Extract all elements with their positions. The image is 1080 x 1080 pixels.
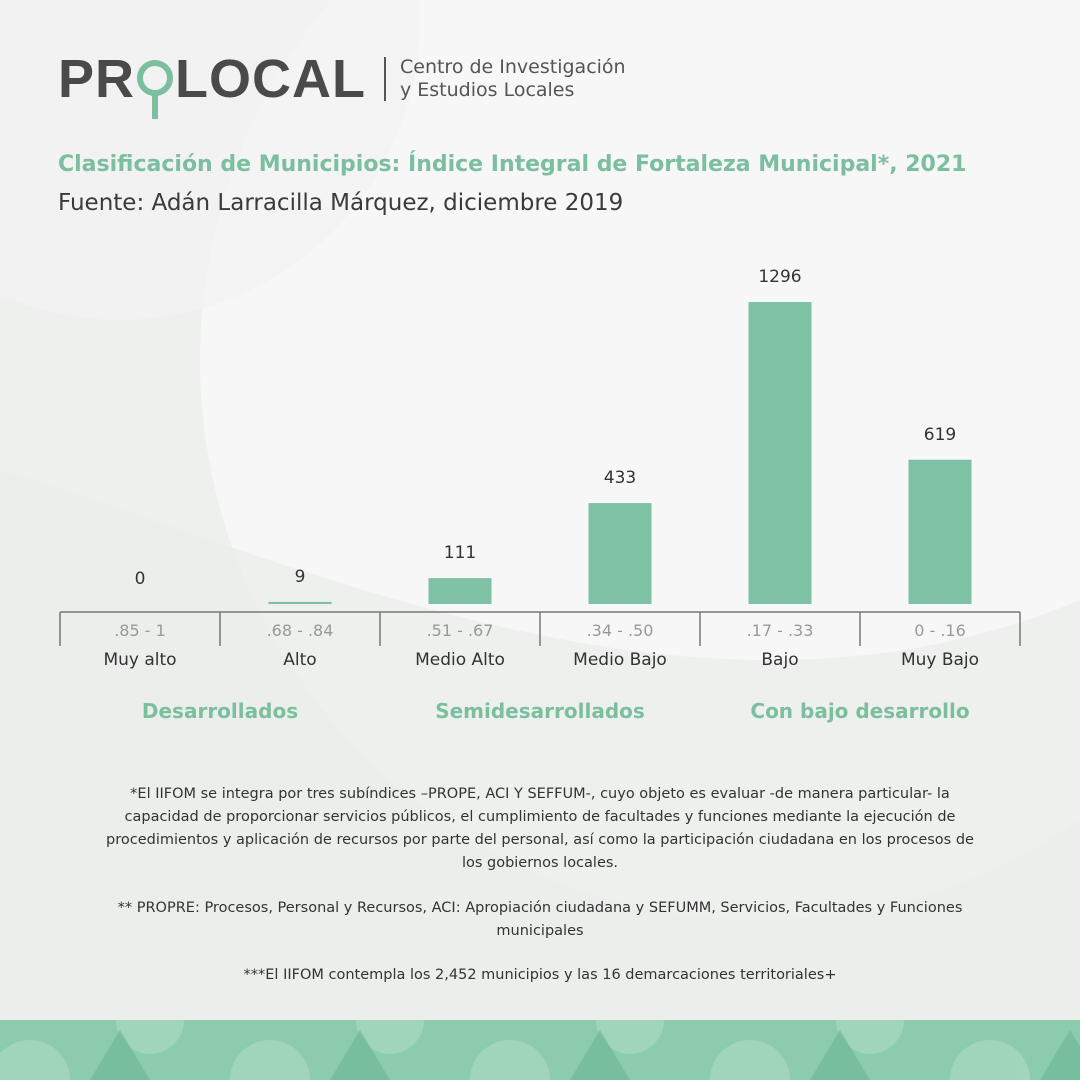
logo xyxy=(58,49,366,109)
chart-title: Clasificación de Municipios: Índice Integral de Fortaleza Municipal*, 2021 xyxy=(58,152,967,177)
bar-chart xyxy=(0,240,1080,730)
footnote-3: ***El IIFOM contempla los 2,452 municipios y las 16 demarcaciones territoriales+ xyxy=(243,967,837,983)
logo-magnifier-icon xyxy=(135,52,175,106)
range-label: 0 - .16 xyxy=(914,621,966,640)
logo-suffix: LOCAL xyxy=(175,49,366,109)
header-divider xyxy=(384,57,386,101)
footnote-2: ** PROPRE: Procesos, Personal y Recursos, ACI: Apropiación ciudadana y SEFUMM, Servicios, Facultades y Funciones municipales xyxy=(117,900,963,939)
group-label: Desarrollados xyxy=(141,699,299,723)
org-line-1: Centro de Investigación xyxy=(399,56,626,78)
category-label: Alto xyxy=(283,650,317,670)
category-label: Bajo xyxy=(761,650,799,670)
header xyxy=(58,49,626,109)
category-label: Medio Bajo xyxy=(573,650,667,670)
data-label: 9 xyxy=(294,566,306,587)
category-label: Muy Bajo xyxy=(900,650,980,670)
data-label: 433 xyxy=(603,468,637,489)
category-label: Medio Alto xyxy=(415,650,505,670)
range-label: .68 - .84 xyxy=(266,621,334,640)
footer-pattern xyxy=(0,1020,1080,1080)
data-label: 111 xyxy=(443,543,477,564)
bar-bajo xyxy=(749,302,812,604)
range-label: .34 - .50 xyxy=(586,621,654,640)
group-label: Con bajo desarrollo xyxy=(750,699,970,723)
range-label: .51 - .67 xyxy=(426,621,494,640)
group-label: Semidesarrollados xyxy=(435,699,645,723)
org-name xyxy=(400,56,626,102)
range-label: .85 - 1 xyxy=(114,621,166,640)
data-label: 0 xyxy=(134,569,146,589)
data-label: 1296 xyxy=(758,267,802,287)
chart-source: Fuente: Adán Larracilla Márquez, diciembre 2019 xyxy=(58,190,624,216)
data-label: 619 xyxy=(923,424,957,445)
org-line-2: y Estudios Locales xyxy=(399,79,575,101)
bar-alto xyxy=(269,602,332,604)
logo-prefix: PR xyxy=(58,49,136,109)
category-label: Muy alto xyxy=(103,650,177,670)
bar-medio-alto xyxy=(429,578,492,604)
range-label: .17 - .33 xyxy=(746,621,814,640)
bar-muy-bajo xyxy=(909,460,972,604)
bar-medio-bajo xyxy=(589,503,652,604)
footnote-1: *El IIFOM se integra por tres subíndices –PROPE, ACI Y SEFFUM-, cuyo objeto es evaluar -de manera particular- la capacidad de proporcionar servicios públicos, el cumplimiento de facultades y funciones mediante la ejecución de procedimientos y aplicación de recursos por parte del personal, así como la participación ciudadana en los procesos de los gobiernos locales. xyxy=(106,786,974,871)
